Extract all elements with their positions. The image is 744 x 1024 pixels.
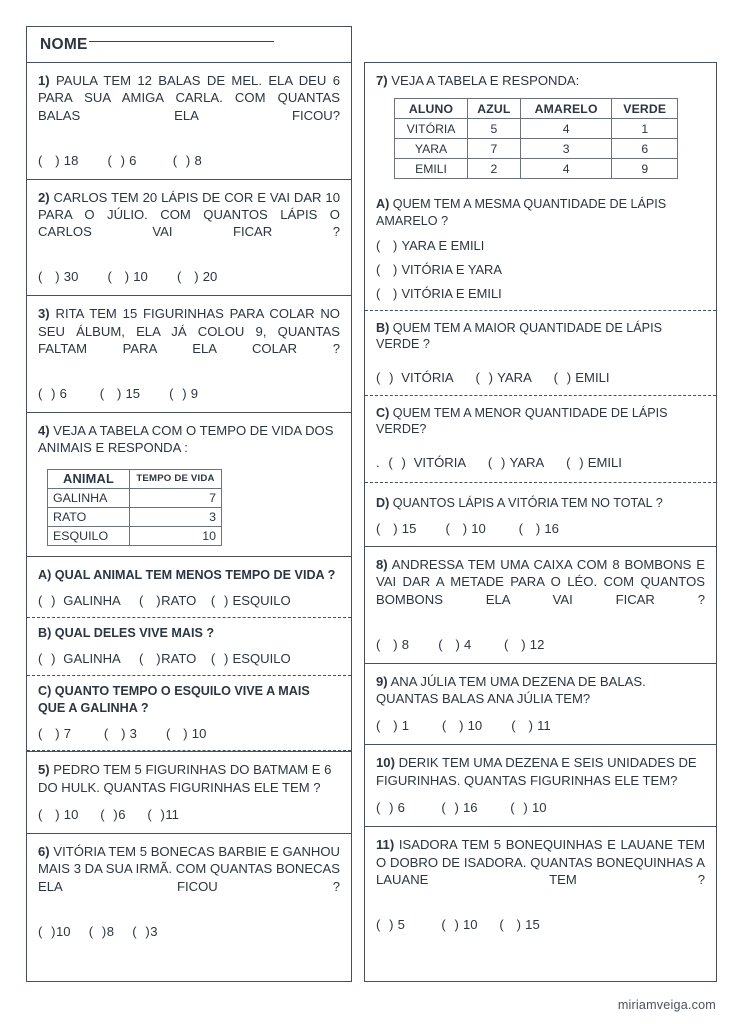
- table-cell: 5: [468, 119, 521, 139]
- question-7c: [365, 396, 716, 483]
- question-1-number: 1): [38, 73, 50, 88]
- question-5: [27, 751, 351, 834]
- question-11-text: [376, 836, 705, 906]
- question-10: [365, 745, 716, 827]
- option[interactable]: ( )6: [100, 806, 126, 822]
- sub-label: C): [38, 684, 52, 699]
- question-1-body: PAULA TEM 12 BALAS DE MEL. ELA DEU 6 PARA SUA AMIGA CARLA. COM QUANTAS BALAS ELA FICOU?: [38, 73, 340, 123]
- option-label: 7: [63, 726, 72, 742]
- question-4: [27, 413, 351, 557]
- option[interactable]: ( ) 10: [107, 269, 148, 285]
- question-10-number: 10): [376, 755, 395, 771]
- table-row: [48, 488, 222, 507]
- question-2-number: 2): [38, 189, 50, 205]
- option-label: 10: [531, 800, 547, 816]
- option-label: 3: [150, 923, 158, 939]
- table-cell: 4: [520, 119, 612, 139]
- option-label: 4: [463, 636, 472, 652]
- option[interactable]: ( ) 16: [518, 520, 559, 536]
- table-cell: 4: [520, 159, 612, 179]
- option[interactable]: ( ) VITÓRIA E EMILI: [376, 286, 502, 302]
- option[interactable]: ( ) 1: [376, 718, 410, 734]
- sub-label: C): [376, 405, 390, 420]
- question-7a-text: [376, 196, 705, 229]
- question-5-number: 5): [38, 762, 50, 778]
- table-header-cell: AMARELO: [520, 99, 612, 119]
- question-7-body: VEJA A TABELA E RESPONDA:: [387, 73, 580, 88]
- right-column: [364, 62, 717, 982]
- option-label: 10: [467, 718, 483, 734]
- question-3-body: RITA TEM 15 FIGURINHAS PARA COLAR NO SEU ÁLBUM, ELA JÁ COLOU 9, QUANTAS FALTAM PARA ELA COLAR ?: [38, 306, 340, 357]
- option[interactable]: ( ) 4: [438, 636, 472, 652]
- table-header-row: [48, 469, 222, 488]
- question-3-text: [38, 305, 340, 375]
- option-label: VITÓRIA: [413, 454, 467, 470]
- option[interactable]: ( ) 6: [38, 385, 67, 401]
- question-4-body: VEJA A TABELA COM O TEMPO DE VIDA DOS ANIMAIS E RESPONDA :: [38, 422, 334, 456]
- option-label: ESQUILO: [232, 593, 291, 609]
- table-cell: 3: [520, 139, 612, 159]
- question-11-number: 11): [376, 837, 395, 853]
- sub-body: QUANTOS LÁPIS A VITÓRIA TEM NO TOTAL ?: [389, 495, 663, 510]
- option[interactable]: ( ) 12: [504, 636, 545, 652]
- option[interactable]: ( ) 10: [441, 718, 483, 734]
- question-1-options: [38, 153, 340, 168]
- question-5-body: PEDRO TEM 5 FIGURINHAS DO BATMAM E 6 DO HULK. QUANTAS FIGURINHAS ELE TEM ?: [38, 762, 332, 795]
- option[interactable]: ( ) 10: [441, 916, 478, 932]
- question-6-options: [38, 924, 340, 939]
- table-row: [395, 139, 678, 159]
- option-label: YARA: [509, 454, 545, 470]
- question-4a: [27, 557, 351, 618]
- option-label: VITÓRIA: [401, 369, 454, 385]
- option-label: VITÓRIA E EMILI: [401, 286, 502, 302]
- question-10-body: DERIK TEM UMA DEZENA E SEIS UNIDADES DE FIGURINHAS. QUANTAS FIGURINHAS ELE TEM?: [376, 755, 697, 788]
- question-1: [27, 63, 351, 180]
- question-4-number: 4): [38, 422, 50, 438]
- question-1-text: [38, 72, 340, 142]
- option[interactable]: ( ) 15: [499, 916, 540, 932]
- option[interactable]: ( ) 15: [99, 385, 141, 401]
- option-label: 8: [194, 152, 202, 168]
- table-cell: 1: [612, 119, 678, 139]
- option[interactable]: ( ) 10: [38, 806, 79, 822]
- question-2-body: CARLOS TEM 20 LÁPIS DE COR E VAI DAR 10 PARA O JÚLIO. COM QUANTOS LÁPIS O CARLOS VAI FICAR ?: [38, 189, 340, 240]
- option[interactable]: ( )10: [38, 923, 71, 939]
- sub-body: QUEM TEM A MESMA QUANTIDADE DE LÁPIS AMARELO ?: [376, 197, 667, 228]
- option-label: RATO: [161, 651, 197, 667]
- option[interactable]: ( ) YARA: [487, 454, 545, 470]
- option-label: 11: [537, 718, 551, 734]
- option-label: YARA E EMILI: [401, 238, 485, 254]
- table-header-cell: VERDE: [612, 99, 678, 119]
- option[interactable]: ( ) 9: [169, 385, 199, 401]
- name-label: NOME: [40, 35, 88, 53]
- option[interactable]: ( ) VITÓRIA: [376, 369, 454, 385]
- option-label: GALINHA: [63, 593, 121, 609]
- option[interactable]: ( ) ESQUILO: [210, 593, 291, 609]
- table-cell: 7: [130, 488, 222, 507]
- option[interactable]: ( ) VITÓRIA E YARA: [376, 262, 502, 278]
- question-6-body: VITÓRIA TEM 5 BONECAS BARBIE E GANHOU MAIS 3 DA SUA IRMÃ. COM QUANTAS BONECAS ELA FICOU ?: [38, 843, 340, 894]
- option[interactable]: ( )11: [147, 806, 179, 822]
- question-4a-text: [38, 567, 340, 583]
- left-column: [26, 62, 352, 982]
- option[interactable]: ( )RATO: [138, 651, 197, 667]
- question-11: [365, 827, 716, 943]
- question-6-text: [38, 843, 340, 913]
- option-label: 10: [191, 726, 207, 742]
- question-8-number: 8): [376, 556, 388, 572]
- question-7c-options: [376, 455, 705, 470]
- question-2-text: [38, 189, 340, 259]
- table-cell: RATO: [48, 507, 130, 526]
- question-7b-options: [376, 370, 705, 385]
- option[interactable]: ( ) 18: [38, 152, 79, 168]
- option-label: 9: [190, 385, 199, 401]
- table-header-cell: TEMPO DE VIDA: [130, 469, 222, 488]
- question-7b-text: [376, 320, 705, 353]
- question-5-options: [38, 807, 340, 822]
- question-4a-options: [38, 593, 340, 608]
- question-4b-options: [38, 651, 340, 666]
- table-cell: 3: [130, 507, 222, 526]
- option-label: YARA: [497, 369, 532, 385]
- option-label: 3: [129, 726, 137, 742]
- question-9-options: [376, 718, 705, 733]
- table-cell: VITÓRIA: [395, 119, 468, 139]
- animal-lifespan-table: [47, 469, 222, 546]
- option[interactable]: ( ) 6: [376, 800, 405, 816]
- option[interactable]: ( ) 10: [166, 726, 207, 742]
- option[interactable]: ( ) 10: [510, 800, 547, 816]
- option[interactable]: ( ) 6: [107, 152, 137, 168]
- sub-body: QUAL DELES VIVE MAIS ?: [51, 626, 215, 641]
- sub-label: A): [38, 567, 52, 582]
- table-row: [48, 507, 222, 526]
- option[interactable]: ( ) 15: [376, 520, 417, 536]
- question-11-body: ISADORA TEM 5 BONEQUINHAS E LAUANE TEM O DOBRO DE ISADORA. QUANTAS BONEQUINHAS A LAUANE TEM ?: [376, 837, 705, 887]
- option-label: ESQUILO: [232, 651, 291, 667]
- option-label: RATO: [161, 593, 197, 609]
- option[interactable]: ( ) 8: [172, 152, 202, 168]
- option[interactable]: ( ) EMILI: [553, 369, 610, 385]
- option[interactable]: ( )8: [88, 923, 115, 939]
- table-header-row: [395, 99, 678, 119]
- question-10-text: [376, 754, 705, 789]
- table-cell: 9: [612, 159, 678, 179]
- option-label: 10: [133, 269, 148, 285]
- question-6: [27, 834, 351, 950]
- option[interactable]: ( ) 11: [511, 718, 551, 734]
- question-2-options: [38, 269, 340, 284]
- table-row: [395, 159, 678, 179]
- pencil-count-table: [394, 98, 678, 179]
- question-7c-text: [376, 405, 705, 438]
- option[interactable]: ( ) GALINHA: [38, 593, 121, 609]
- option-label: 10: [63, 806, 79, 822]
- option-label: 5: [397, 916, 405, 932]
- option-label: 10: [462, 916, 478, 932]
- table-row: [48, 526, 222, 545]
- question-3: [27, 296, 351, 413]
- option-label: 6: [118, 806, 126, 822]
- question-4b-text: [38, 625, 340, 641]
- option[interactable]: ( ) 5: [376, 916, 405, 932]
- option-label: VITÓRIA E YARA: [401, 262, 502, 278]
- table-cell: YARA: [395, 139, 468, 159]
- question-4c-text: [38, 683, 340, 716]
- question-3-number: 3): [38, 306, 50, 322]
- question-7d-text: [376, 495, 705, 511]
- option[interactable]: ( )3: [132, 923, 158, 939]
- option-label: 6: [129, 152, 137, 168]
- option-label: 12: [529, 636, 545, 652]
- sub-label: D): [376, 495, 390, 510]
- option-label: 8: [401, 636, 410, 652]
- option-label: EMILI: [587, 454, 622, 470]
- question-2: [27, 180, 351, 297]
- option-label: 15: [125, 385, 141, 401]
- name-write-line[interactable]: [89, 41, 274, 42]
- question-7b: [365, 311, 716, 396]
- sub-label: A): [376, 197, 390, 212]
- question-8: [365, 546, 716, 664]
- site-watermark: miriamveiga.com: [617, 998, 716, 1012]
- question-4c: [27, 676, 351, 751]
- question-10-options: [376, 800, 705, 815]
- table-cell: 2: [468, 159, 521, 179]
- option[interactable]: ( ) 20: [176, 269, 218, 285]
- sub-body: QUANTO TEMPO O ESQUILO VIVE A MAIS QUE A GALINHA ?: [38, 684, 310, 715]
- question-8-options: [376, 637, 705, 652]
- question-7-text: [376, 72, 705, 89]
- table-cell: 6: [612, 139, 678, 159]
- table-row: [395, 119, 678, 139]
- option-label: 18: [63, 152, 79, 168]
- option-label: 11: [165, 806, 179, 822]
- option-label: GALINHA: [63, 651, 121, 667]
- option[interactable]: ( ) YARA: [475, 369, 532, 385]
- question-7d-options: [376, 521, 705, 536]
- option-label: EMILI: [575, 369, 610, 385]
- table-cell: ESQUILO: [48, 526, 130, 545]
- option[interactable]: ( ) 3: [103, 726, 137, 742]
- table-header-cell: ALUNO: [395, 99, 468, 119]
- option[interactable]: ( ) 30: [38, 269, 79, 285]
- question-3-options: [38, 386, 340, 401]
- option-label: 10: [56, 923, 71, 939]
- option[interactable]: ( ) GALINHA: [38, 651, 121, 667]
- table-header-cell: AZUL: [468, 99, 521, 119]
- question-9-text: [376, 673, 705, 708]
- option-label: 20: [202, 269, 218, 285]
- question-4-text: [38, 422, 340, 457]
- option[interactable]: ( ) ESQUILO: [210, 651, 291, 667]
- question-7-number: 7): [376, 73, 388, 88]
- question-7: [365, 63, 716, 186]
- table-cell: GALINHA: [48, 488, 130, 507]
- option-label: 16: [462, 800, 478, 816]
- question-7a: [365, 186, 716, 311]
- sub-body: QUAL ANIMAL TEM MENOS TEMPO DE VIDA ?: [51, 567, 336, 582]
- option[interactable]: ( ) 10: [445, 520, 486, 536]
- option-label: 16: [544, 520, 559, 536]
- name-field-box: [26, 26, 352, 62]
- question-8-body: ANDRESSA TEM UMA CAIXA COM 8 BOMBONS E VAI DAR A METADE PARA O LÉO. COM QUANTOS BOMBONS ELA VAI FICAR ?: [376, 556, 705, 607]
- option-label: 6: [59, 385, 67, 401]
- option[interactable]: ( ) YARA E EMILI: [376, 238, 485, 254]
- option-label: 15: [401, 520, 417, 536]
- sub-label: B): [376, 321, 390, 336]
- option-label: 10: [471, 520, 486, 536]
- option-label: 6: [397, 800, 405, 816]
- question-5-text: [38, 761, 340, 796]
- option[interactable]: ( ) EMILI: [566, 454, 622, 470]
- question-7d: [365, 483, 716, 546]
- option-label: 30: [63, 269, 79, 285]
- table-cell: 7: [468, 139, 521, 159]
- question-4c-options: [38, 726, 340, 741]
- sub-body: QUEM TEM A MAIOR QUANTIDADE DE LÁPIS VERDE ?: [376, 321, 662, 352]
- option-label: 8: [106, 923, 115, 939]
- option-label: 1: [401, 718, 410, 734]
- question-11-options: [376, 917, 705, 932]
- option[interactable]: ( ) 16: [441, 800, 478, 816]
- option-label: 15: [525, 916, 540, 932]
- question-6-number: 6): [38, 843, 50, 859]
- table-cell: EMILI: [395, 159, 468, 179]
- question-9-body: ANA JÚLIA TEM UMA DEZENA DE BALAS. QUANTAS BALAS ANA JÚLIA TEM?: [376, 673, 646, 706]
- option[interactable]: ( ) 8: [376, 636, 410, 652]
- option[interactable]: . ( ) VITÓRIA: [376, 454, 467, 470]
- question-9-number: 9): [376, 673, 388, 689]
- option[interactable]: ( ) 7: [38, 726, 72, 742]
- table-header-cell: ANIMAL: [48, 469, 130, 488]
- sub-label: B): [38, 626, 52, 641]
- table-cell: 10: [130, 526, 222, 545]
- question-4b: [27, 618, 351, 676]
- question-9: [365, 664, 716, 746]
- question-8-text: [376, 556, 705, 626]
- sub-body: QUEM TEM A MENOR QUANTIDADE DE LÁPIS VERDE?: [376, 405, 668, 437]
- option[interactable]: ( )RATO: [138, 593, 197, 609]
